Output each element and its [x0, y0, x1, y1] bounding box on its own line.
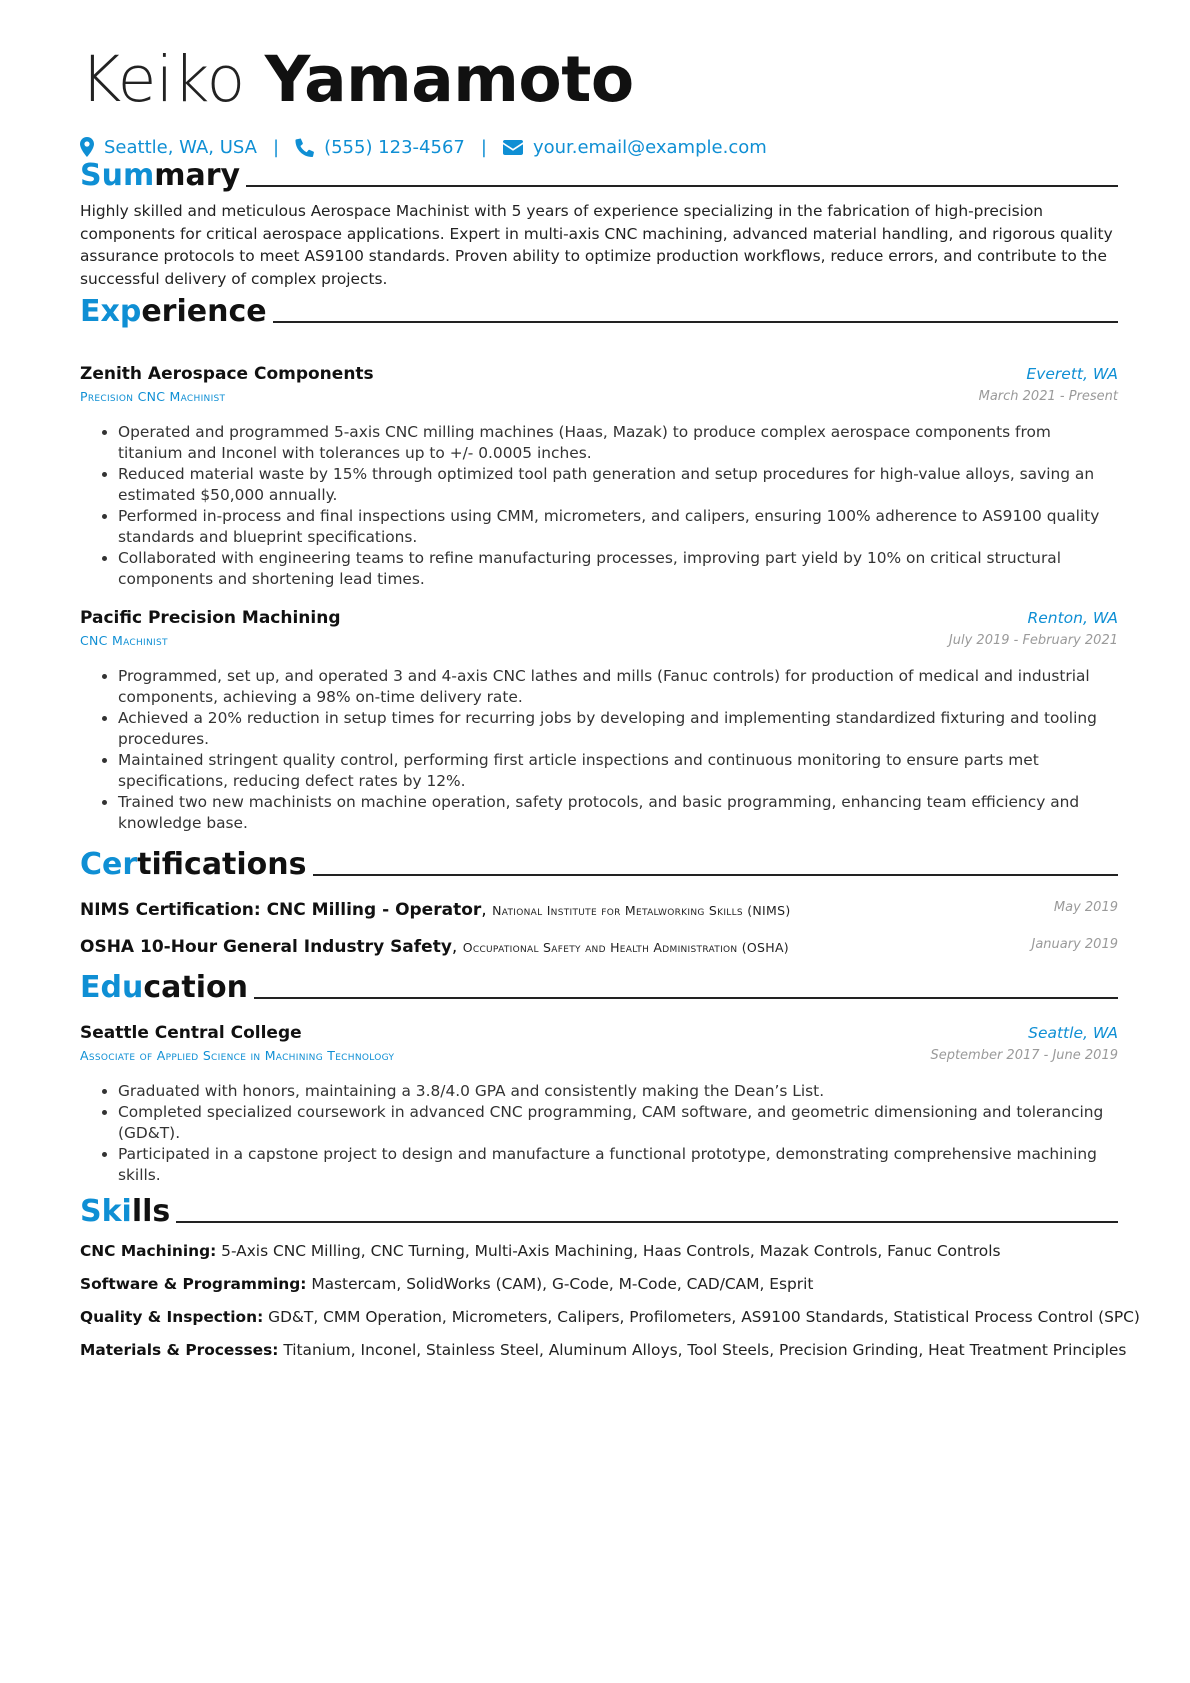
company-name: Zenith Aerospace Components — [80, 364, 374, 384]
certification-name: OSHA 10-Hour General Industry Safety — [80, 937, 452, 957]
list-item: • Completed specialized coursework in advanced CNC programming, CAM software, and geometric dimensioning and tolerancing (GD&T). — [118, 1102, 1120, 1144]
skill-row — [80, 1339, 1127, 1361]
certification-issuer: National Institute for Metalworking Skills (NIMS) — [492, 903, 791, 918]
degree-title: Associate of Applied Science in Machining Technology — [80, 1048, 395, 1063]
email-link[interactable]: your.email@example.com — [532, 136, 767, 158]
list-item: • Graduated with honors, maintaining a 3.8/4.0 GPA and consistently making the Dean’s List. — [118, 1081, 1120, 1102]
education-header — [80, 1021, 1118, 1045]
section-rule — [313, 874, 1118, 876]
job-header — [80, 362, 1118, 386]
skill-row — [80, 1306, 1140, 1328]
skill-row — [80, 1273, 1118, 1295]
skill-category: Software & Programming: — [80, 1275, 307, 1293]
list-item: • Programmed, set up, and operated 3 and 4-axis CNC lathes and mills (Fanuc controls) for production of medical and industrial components, achieving a 98% on-time delivery rate. — [118, 666, 1120, 708]
list-item: • Performed in-process and final inspections using CMM, micrometers, and calipers, ensuring 100% adherence to AS9100 quality standards and blueprint specifications. — [118, 506, 1120, 548]
first-name: Keiko — [80, 43, 245, 116]
skill-category: Quality & Inspection: — [80, 1308, 264, 1326]
school-name: Seattle Central College — [80, 1023, 302, 1043]
experience-heading — [80, 290, 1118, 330]
education-dates: September 2017 - June 2019 — [930, 1048, 1118, 1063]
job-title: CNC Machinist — [80, 633, 168, 648]
section-rule — [246, 185, 1118, 187]
skill-list: 5-Axis CNC Milling, CNC Turning, Multi-Axis Machining, Haas Controls, Mazak Controls, Fanuc Controls — [221, 1242, 1001, 1260]
list-item: • Reduced material waste by 15% through optimized tool path generation and setup procedures for high-value alloys, saving an estimated $50,000 annually. — [118, 464, 1120, 506]
skill-list: Mastercam, SolidWorks (CAM), G-Code, M-Code, CAD/CAM, Esprit — [311, 1275, 814, 1293]
job-location: Everett, WA — [1026, 365, 1118, 383]
company-name: Pacific Precision Machining — [80, 608, 341, 628]
job-bullets — [102, 666, 1120, 834]
certification-entry: NIMS Certification: CNC Milling - Operator, National Institute for Metalworking Skills (NIMS) — [80, 900, 791, 920]
list-item: • Operated and programmed 5-axis CNC milling machines (Haas, Mazak) to produce complex aerospace components from titanium and Inconel with tolerances up to +/- 0.0005 inches. — [118, 422, 1120, 464]
certification-row — [80, 935, 1118, 959]
skill-category: Materials & Processes: — [80, 1341, 279, 1359]
contact-separator: | — [272, 136, 280, 158]
education-heading — [80, 966, 1118, 1006]
list-item: • Collaborated with engineering teams to refine manufacturing processes, improving part yield by 10% on critical structural components and shortening lead times. — [118, 548, 1120, 590]
job-location: Renton, WA — [1027, 609, 1118, 627]
job-header — [80, 606, 1118, 630]
list-item: • Trained two new machinists on machine operation, safety protocols, and basic programming, enhancing team efficiency and knowledge base. — [118, 792, 1120, 834]
summary-heading — [80, 154, 1118, 194]
skills-heading — [80, 1190, 1118, 1230]
location-text: Seattle, WA, USA — [104, 136, 257, 158]
last-name: Yamamoto — [264, 43, 634, 116]
list-item: • Achieved a 20% reduction in setup times for recurring jobs by developing and implementing standardized fixturing and tooling procedures. — [118, 708, 1120, 750]
section-rule — [254, 997, 1118, 999]
section-title: Experience — [80, 294, 267, 329]
job-subheader — [80, 387, 1118, 411]
summary-text: Highly skilled and meticulous Aerospace Machinist with 5 years of experience specializing in the fabrication of high-precision components for critical aerospace applications. Expert in multi-axis CNC machining, advanced material handling, and rigorous quality assurance protocols to meet AS9100 standards. Proven ability to optimize production workflows, reduce errors, and contribute to the successful delivery of complex projects. — [80, 202, 1113, 288]
certification-date: May 2019 — [1053, 900, 1118, 915]
skill-list: Titanium, Inconel, Stainless Steel, Aluminum Alloys, Tool Steels, Precision Grinding, Heat Treatment Principles — [283, 1341, 1127, 1359]
section-title: Certifications — [80, 847, 307, 882]
job-dates: July 2019 - February 2021 — [948, 633, 1118, 648]
contact-separator: | — [480, 136, 487, 158]
section-rule — [273, 321, 1118, 323]
job-bullets — [102, 422, 1120, 590]
job-subheader — [80, 631, 1118, 655]
certification-name: NIMS Certification: CNC Milling - Operator — [80, 900, 482, 920]
certifications-heading — [80, 843, 1118, 883]
job-dates: March 2021 - Present — [978, 389, 1118, 404]
school-location: Seattle, WA — [1028, 1024, 1118, 1042]
education-bullets — [102, 1081, 1120, 1186]
section-title: Summary — [80, 158, 241, 193]
education-subheader — [80, 1046, 1118, 1070]
section-title: Skills — [80, 1194, 171, 1229]
skill-category: CNC Machining: — [80, 1242, 217, 1260]
list-item: • Maintained stringent quality control, performing first article inspections and continuous monitoring to ensure parts met specifications, reducing defect rates by 12%. — [118, 750, 1120, 792]
skill-row — [80, 1240, 1118, 1262]
candidate-name — [80, 40, 634, 120]
phone-text: (555) 123-4567 — [324, 136, 465, 158]
certification-entry: OSHA 10-Hour General Industry Safety, Occupational Safety and Health Administration (OSHA) — [80, 937, 789, 957]
certification-date: January 2019 — [1031, 937, 1118, 952]
envelope-icon — [503, 140, 523, 155]
job-title: Precision CNC Machinist — [80, 389, 226, 404]
certification-issuer: Occupational Safety and Health Administration (OSHA) — [462, 940, 789, 955]
section-rule — [176, 1221, 1118, 1223]
list-item: • Participated in a capstone project to design and manufacture a functional prototype, demonstrating comprehensive machining skills. — [118, 1144, 1120, 1186]
skill-list: GD&T, CMM Operation, Micrometers, Calipers, Profilometers, AS9100 Standards, Statistical Process Control (SPC) — [268, 1308, 1140, 1326]
section-title: Education — [80, 970, 248, 1005]
certification-row — [80, 898, 1118, 922]
